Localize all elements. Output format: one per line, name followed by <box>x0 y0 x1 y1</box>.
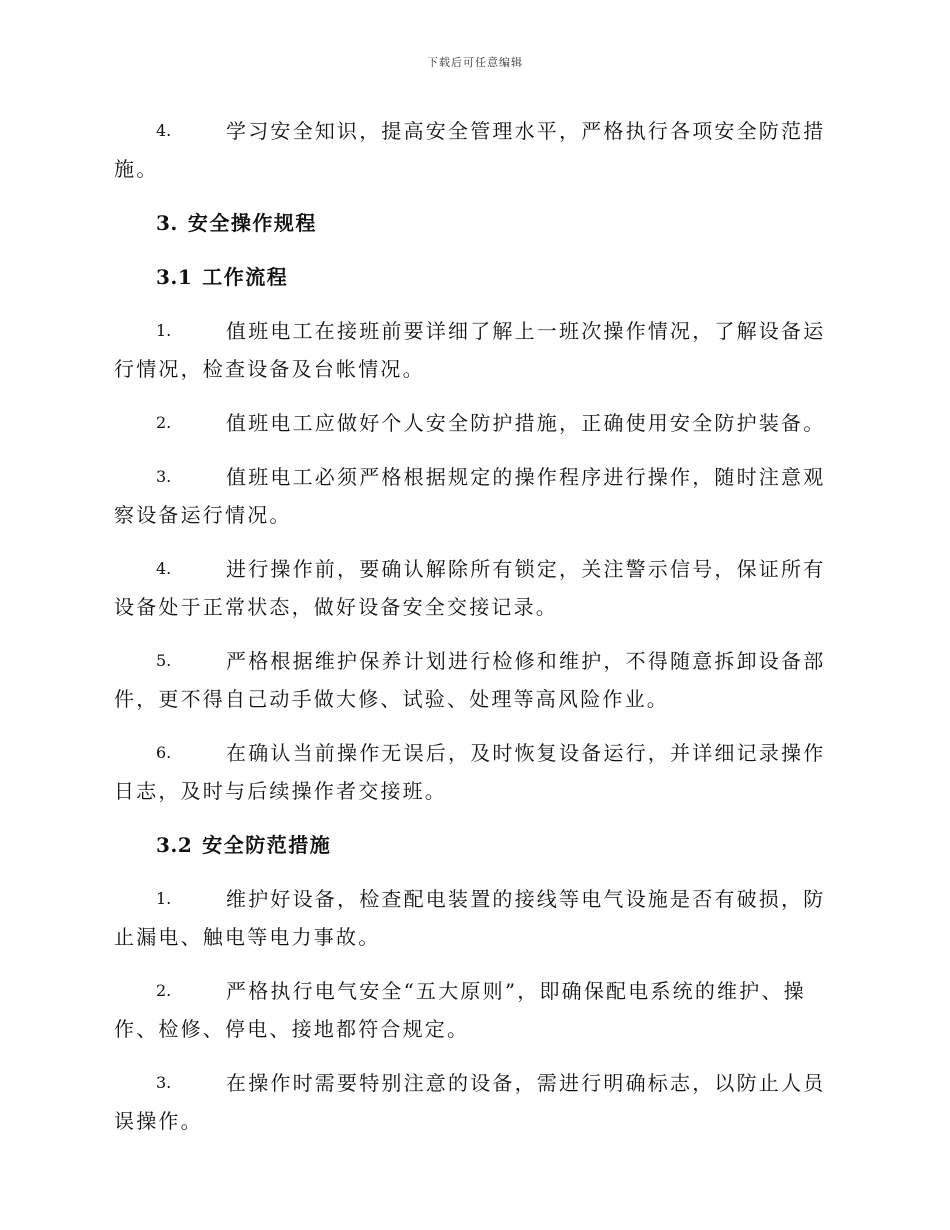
list-item-number: 1. <box>156 321 172 340</box>
document-body <box>114 112 834 1156</box>
list-item <box>114 1064 834 1140</box>
list-item-number: 2. <box>156 413 172 432</box>
list-item-text: 值班电工在接班前要详细了解上一班次操作情况，了解设备运行情况，检查设备及台帐情况。 <box>114 319 826 381</box>
section-title: 安全操作规程 <box>187 211 317 235</box>
list-item-text: 维护好设备，检查配电装置的接线等电气设施是否有破损，防止漏电、触电等电力事故。 <box>114 887 826 949</box>
page-header: 下载后可任意编辑 <box>427 56 523 69</box>
list-item <box>114 880 834 956</box>
subsection-number: 3.1 <box>156 265 193 289</box>
list-item <box>114 734 834 810</box>
list-item-number: 2. <box>156 981 172 1000</box>
list-item-text: 在操作时需要特别注意的设备，需进行明确标志，以防止人员误操作。 <box>114 1071 826 1133</box>
list-item-number: 3. <box>156 467 172 486</box>
subsection-number: 3.2 <box>156 833 193 857</box>
list-item-number: 4. <box>156 559 172 578</box>
subsection-title: 工作流程 <box>202 265 289 289</box>
list-item-number: 1. <box>156 889 172 908</box>
list-item-text: 进行操作前，要确认解除所有锁定，关注警示信号，保证所有设备处于正常状态，做好设备安全交接记录。 <box>114 557 826 619</box>
list-item <box>114 458 834 534</box>
list-item-number: 5. <box>156 651 172 670</box>
subsection-heading <box>114 258 834 296</box>
list-item-text: 学习安全知识，提高安全管理水平，严格执行各项安全防范措施。 <box>114 119 826 181</box>
list-item <box>114 550 834 626</box>
list-item-number: 3. <box>156 1073 172 1092</box>
list-item <box>114 404 834 442</box>
list-item <box>114 972 834 1048</box>
section-number: 3. <box>156 211 178 235</box>
list-item <box>114 312 834 388</box>
subsection-heading <box>114 826 834 864</box>
section-heading <box>114 204 834 242</box>
list-item-text: 在确认当前操作无误后，及时恢复设备运行，并详细记录操作日志，及时与后续操作者交接班。 <box>114 741 826 803</box>
list-item-text: 值班电工应做好个人安全防护措施，正确使用安全防护装备。 <box>226 411 826 435</box>
list-item-text: 严格执行电气安全“五大原则”，即确保配电系统的维护、操作、检修、停电、接地都符合规定。 <box>114 979 806 1041</box>
list-item <box>114 642 834 718</box>
list-item-number: 4. <box>156 121 172 140</box>
list-item <box>114 112 834 188</box>
list-item-text: 值班电工必须严格根据规定的操作程序进行操作，随时注意观察设备运行情况。 <box>114 465 826 527</box>
list-item-text: 严格根据维护保养计划进行检修和维护，不得随意拆卸设备部件，更不得自己动手做大修、试验、处理等高风险作业。 <box>114 649 826 711</box>
subsection-title: 安全防范措施 <box>202 833 332 857</box>
list-item-number: 6. <box>156 743 172 762</box>
